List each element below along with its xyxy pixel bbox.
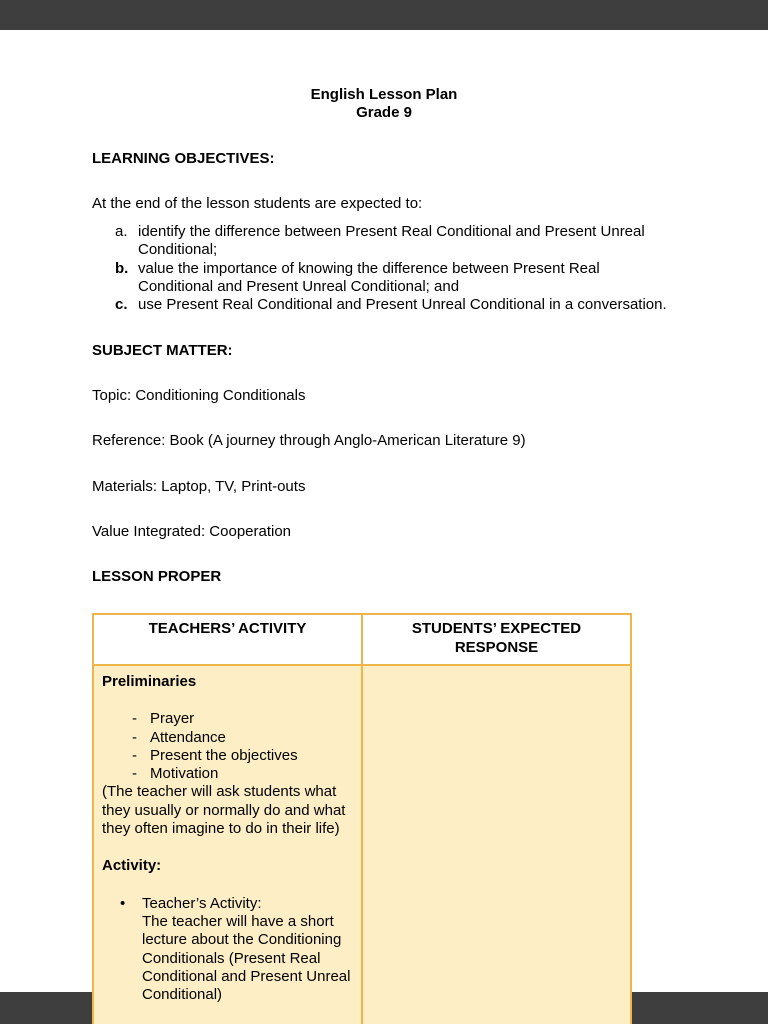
table-body-row — [93, 665, 631, 1024]
subject-line-value: Value Integrated: Cooperation — [92, 522, 292, 540]
objective-text: identify the difference between Present Real Conditional and Present Unreal Conditional; — [138, 223, 645, 259]
objective-text: value the importance of knowing the difference between Present Real Conditional and Present Unreal Conditional; and — [138, 259, 600, 296]
dash-marker: - — [132, 746, 137, 764]
subject-line-reference: Reference: Book (A journey through Anglo-American Literature 9) — [92, 432, 526, 450]
list-item-label: Present the objectives — [150, 746, 298, 764]
list-item — [102, 747, 353, 765]
learning-objectives-heading: LEARNING OBJECTIVES: — [92, 149, 275, 167]
table-cell-teachers-activity — [93, 665, 362, 1024]
table-header-students-response: STUDENTS’ EXPECTED RESPONSE — [362, 614, 631, 665]
dash-marker: - — [132, 765, 137, 783]
objective-marker: c. — [115, 296, 128, 314]
bullet-marker: • — [120, 894, 126, 912]
activity-heading: Activity: — [102, 857, 162, 875]
teacher-activity-title: Teacher’s Activity: — [142, 894, 262, 912]
list-item — [102, 765, 353, 783]
preliminaries-heading: Preliminaries — [102, 672, 197, 690]
lesson-proper-heading: LESSON PROPER — [92, 568, 222, 586]
title-line-1: English Lesson Plan — [310, 86, 458, 103]
list-item-label: Attendance — [150, 728, 226, 746]
lesson-table — [92, 613, 632, 1024]
list-item-label: Prayer — [150, 710, 195, 728]
teacher-activity-content — [142, 895, 353, 1005]
objective-text: use Present Real Conditional and Present Unreal Conditional in a conversation. — [138, 296, 667, 314]
document-page — [0, 30, 768, 1004]
dash-marker: - — [132, 710, 137, 728]
table-cell-students-response — [362, 665, 631, 1024]
teacher-activity-bullet — [102, 895, 353, 1005]
subject-line-topic: Topic: Conditioning Conditionals — [92, 386, 306, 404]
subject-line-materials: Materials: Laptop, TV, Print-outs — [92, 477, 306, 495]
preliminaries-list — [102, 710, 353, 783]
objective-item — [92, 296, 676, 314]
objective-item — [92, 260, 676, 297]
table-header-teachers-activity: TEACHERS’ ACTIVITY — [93, 614, 362, 665]
subject-matter-heading: SUBJECT MATTER: — [92, 341, 233, 359]
teacher-activity-body: The teacher will have a short lecture about the Conditioning Conditionals (Present Real Conditional and Present Unreal Conditional) — [142, 912, 351, 1004]
objective-marker: a. — [115, 223, 128, 241]
objective-marker: b. — [115, 259, 129, 277]
title-line-2: Grade 9 — [356, 104, 412, 122]
dash-marker: - — [132, 728, 137, 746]
preliminaries-note: (The teacher will ask students what they usually or normally do and what they often imagine to do in their life) — [102, 783, 346, 838]
objectives-intro: At the end of the lesson students are expected to: — [92, 194, 423, 212]
objective-item — [92, 223, 676, 260]
list-item — [102, 729, 353, 747]
list-item-label: Motivation — [150, 765, 219, 783]
table-header-row — [93, 614, 631, 665]
objectives-list — [92, 223, 676, 314]
document-title — [92, 86, 676, 123]
list-item — [102, 710, 353, 728]
